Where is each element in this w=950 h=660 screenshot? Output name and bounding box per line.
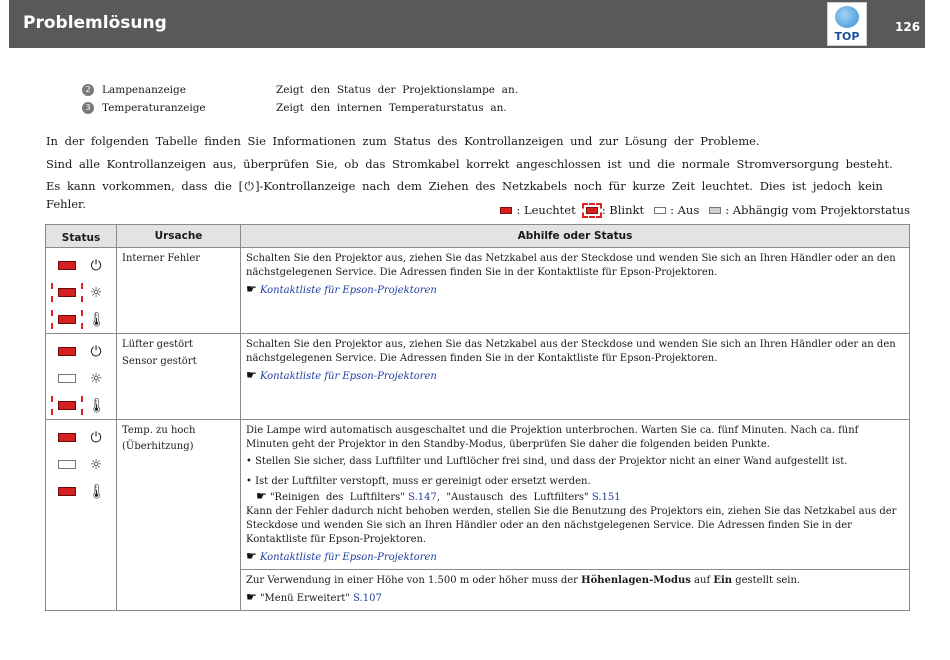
off-lamp-icon [58, 374, 76, 383]
lit-lamp-icon [58, 347, 76, 356]
cause-cell [117, 248, 241, 334]
thermometer-icon: 🌡 [88, 397, 106, 414]
status-key [500, 203, 910, 217]
cause-text: Lüfter gestört [122, 339, 193, 350]
blinking-lamp-icon [58, 315, 76, 324]
table-header-row [46, 225, 910, 248]
remedy-text: Schalten Sie den Projektor aus, ziehen Sie das Netzkabel aus der Steckdose und wenden Sie sich an Ihren Händler oder an den nächstgelegenen Service. Die Adressen finden Sie in der Kontaktliste für Epson-Projektoren. [246, 253, 896, 278]
blinking-lamp-icon [58, 401, 76, 410]
pointing-hand-icon: ☛ [256, 489, 267, 503]
power-icon: ⏻ [244, 179, 254, 193]
ref-text: "Reinigen des Luftfilters" [269, 492, 405, 503]
lamp-indicator [46, 279, 116, 306]
bullet-item: • Stellen Sie sicher, dass Luftfilter und Luftlöcher frei sind, und dass der Projektor nicht an einer Wand aufgestellt ist. [246, 456, 848, 467]
legend-row [82, 81, 518, 99]
power-icon: ⏻ [90, 429, 102, 446]
lit-lamp-icon [58, 261, 76, 270]
header-status: Status [46, 225, 117, 248]
table-row [46, 334, 910, 420]
pointing-hand-icon: ☛ [246, 590, 257, 604]
status-cell [46, 248, 117, 334]
contact-list-link[interactable]: Kontaktliste für Epson-Projektoren [259, 371, 437, 382]
contact-link-line [246, 368, 904, 384]
altitude-text-part: Zur Verwendung in einer Höhe von 1.500 m oder höher muss der [246, 575, 582, 586]
page-title: Problemlösung [23, 13, 167, 33]
altitude-mode-name: Höhenlagen-Modus [581, 575, 691, 586]
bullet-item: • Ist der Luftfilter verstopft, muss er gereinigt oder ersetzt werden. [246, 476, 591, 487]
lamp-indicator [46, 451, 116, 478]
contact-list-link[interactable]: Kontaktliste für Epson-Projektoren [259, 552, 437, 563]
bullet-text: Ist der Luftfilter verstopft, muss er gereinigt oder ersetzt werden. [255, 476, 591, 487]
contact-list-link[interactable]: Kontaktliste für Epson-Projektoren [259, 285, 437, 296]
off-lamp-icon [58, 460, 76, 469]
lit-lamp-icon [58, 487, 76, 496]
pointing-hand-icon: ☛ [246, 549, 257, 563]
altitude-text-part: gestellt sein. [732, 575, 801, 586]
cause-cell [117, 420, 241, 611]
remedy-cell [241, 570, 910, 611]
top-link[interactable] [827, 2, 867, 46]
depends-swatch-icon [709, 207, 721, 214]
key-blink: : Blinkt [601, 203, 645, 217]
cause-text: (Überhitzung) [122, 441, 194, 452]
indicator-legend [82, 81, 518, 117]
ref-separator: , [436, 492, 447, 503]
lamp-sun-icon: ☼ [89, 370, 103, 387]
status-table [45, 224, 910, 611]
header-remedy: Abhilfe oder Status [241, 225, 910, 248]
intro-text-part: ]-Kontrollanzeige nach dem Ziehen des Netzkabels noch für kurze Zeit leuchtet. Dies ist jedoch kein Fehler. [46, 179, 883, 211]
lamp-indicator [46, 365, 116, 392]
page-ref-link[interactable]: S.147 [408, 492, 437, 503]
ref-text: "Austausch des Luftfilters" [446, 492, 589, 503]
menu-ref-line [246, 590, 904, 606]
contact-link-line [246, 282, 904, 298]
bullet-text: Stellen Sie sicher, dass Luftfilter und Luftlöcher frei sind, und dass der Projektor nicht an einer Wand aufgestellt ist. [255, 456, 848, 467]
temp-indicator [46, 306, 116, 333]
remedy-text: Kann der Fehler dadurch nicht behoben werden, stellen Sie die Benutzung des Projektors ein, ziehen Sie das Netzkabel aus der Steckdose und wenden Sie sich an Ihren Händler oder an den nächstgelegenen Service. Die Adressen finden Sie in der Kontaktliste für Epson-Projektoren. [246, 506, 897, 545]
status-cell [46, 334, 117, 420]
altitude-text-part: auf [690, 575, 714, 586]
page-ref-link[interactable]: S.151 [591, 492, 621, 503]
thermometer-icon: 🌡 [88, 311, 106, 328]
number-badge: 2 [82, 84, 94, 96]
contact-link-line [246, 549, 904, 565]
cause-text: Interner Fehler [122, 253, 201, 264]
legend-row [82, 99, 518, 117]
temp-indicator [46, 478, 116, 505]
intro-line: Sind alle Kontrollanzeigen aus, überprüfen Sie, ob das Stromkabel korrekt angeschlossen ist und die normale Stromversorgung besteht. [46, 156, 893, 171]
top-label: TOP [834, 30, 860, 43]
page-number: 126 [895, 20, 921, 34]
intro-text-part: Es kann vorkommen, dass die [ [46, 179, 244, 193]
remedy-cell [241, 334, 910, 420]
power-indicator [46, 252, 116, 279]
power-indicator [46, 424, 116, 451]
remedy-cell [241, 248, 910, 334]
power-indicator [46, 338, 116, 365]
altitude-text [246, 574, 904, 588]
intro-line: In der folgenden Tabelle finden Sie Informationen zum Status des Kontrollanzeigen und zur Lösung der Probleme. [46, 134, 760, 148]
key-off: : Aus [670, 203, 700, 217]
page-ref-link[interactable]: S.107 [353, 593, 382, 604]
globe-icon [835, 6, 859, 28]
lit-lamp-icon [58, 433, 76, 442]
remedy-cell [241, 420, 910, 570]
legend-name: Temperaturanzeige [102, 102, 206, 114]
off-swatch-icon [654, 207, 666, 214]
power-icon: ⏻ [90, 257, 102, 274]
header-cause: Ursache [117, 225, 241, 248]
key-lit: : Leuchtet [516, 203, 576, 217]
key-depends: : Abhängig vom Projektorstatus [725, 203, 910, 217]
ref-text: "Menü Erweitert" [259, 593, 350, 604]
remedy-text: Schalten Sie den Projektor aus, ziehen Sie das Netzkabel aus der Steckdose und wenden Sie sich an Ihren Händler oder an den nächstgelegenen Service. Die Adressen finden Sie in der Kontaktliste für Epson-Projektoren. [246, 339, 896, 364]
lamp-sun-icon: ☼ [89, 284, 103, 301]
blink-swatch-icon [586, 207, 598, 214]
remedy-text: Die Lampe wird automatisch ausgeschaltet und die Projektion unterbrochen. Warten Sie ca. fünf Minuten. Nach ca. fünf Minuten geht der Projektor in den Standby-Modus, überprüfen Sie daher die folgenden beiden Punkte. [246, 425, 859, 450]
page-header [9, 0, 925, 48]
thermometer-icon: 🌡 [88, 483, 106, 500]
lit-swatch-icon [500, 207, 512, 214]
cause-cell [117, 334, 241, 420]
legend-desc: Zeigt den internen Temperaturstatus an. [276, 102, 507, 114]
cause-text: Temp. zu hoch [122, 425, 196, 436]
filter-refs [246, 489, 904, 505]
number-badge: 3 [82, 102, 94, 114]
status-cell [46, 420, 117, 611]
table-row [46, 248, 910, 334]
cause-text: Sensor gestört [122, 356, 197, 367]
legend-name: Lampenanzeige [102, 84, 186, 96]
legend-desc: Zeigt den Status der Projektionslampe an. [276, 84, 519, 96]
pointing-hand-icon: ☛ [246, 282, 257, 296]
blinking-lamp-icon [58, 288, 76, 297]
altitude-value: Ein [713, 575, 733, 586]
pointing-hand-icon: ☛ [246, 368, 257, 382]
power-icon: ⏻ [90, 343, 102, 360]
table-row [46, 420, 910, 570]
temp-indicator [46, 392, 116, 419]
lamp-sun-icon: ☼ [89, 456, 103, 473]
